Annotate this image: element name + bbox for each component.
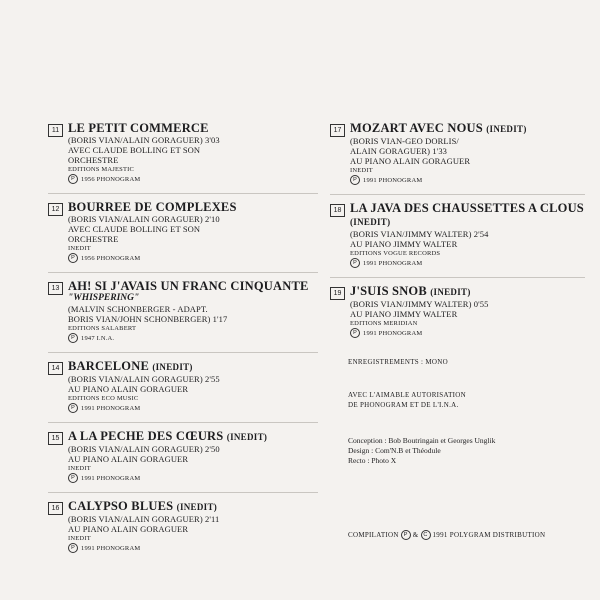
track-number-box: 16 <box>48 502 63 515</box>
track-phonogram <box>68 174 318 184</box>
compilation-prefix: COMPILATION <box>348 531 399 539</box>
compilation-line <box>348 530 545 540</box>
track-credit-line: (BORIS VIAN/ALAIN GORAGUER) 2'10 <box>68 214 220 224</box>
track-credit-line: AU PIANO JIMMY WALTER <box>350 309 458 319</box>
track-phonogram <box>68 543 318 553</box>
track-title <box>350 122 585 136</box>
track-credit-line: (MALVIN SCHONBERGER - ADAPT. <box>68 304 208 314</box>
track-credit-line: ORCHESTRE <box>68 155 119 165</box>
track-credit-line: (BORIS VIAN-GEO DORLIS/ <box>350 136 459 146</box>
track-entry <box>330 285 585 338</box>
phonogram-p-icon: P <box>350 175 360 185</box>
inedit-tag: (INEDIT) <box>350 217 391 227</box>
phonogram-p-icon: P <box>68 253 78 263</box>
phonogram-text: 1956 PHONOGRAM <box>81 254 141 262</box>
track-title <box>68 430 318 444</box>
track-title-text: LA JAVA DES CHAUSSETTES A CLOUS <box>350 201 584 215</box>
track-phonogram <box>350 175 585 185</box>
phonogram-p-icon: P <box>350 328 360 338</box>
track-title-text: A LA PECHE DES CŒURS <box>68 429 224 443</box>
track-title-text: CALYPSO BLUES <box>68 499 174 513</box>
inedit-tag: (INEDIT) <box>152 362 193 372</box>
track-credit-line: AU PIANO ALAIN GORAGUER <box>68 524 189 534</box>
recording-note: ENREGISTREMENTS : MONO <box>348 358 448 366</box>
track-phonogram <box>68 253 318 263</box>
copyright-icon: C <box>421 530 431 540</box>
track-number-box: 15 <box>48 432 63 445</box>
phonogram-p-icon: P <box>401 530 411 540</box>
track-number-box: 17 <box>330 124 345 137</box>
track-entry <box>330 122 585 185</box>
track-title <box>68 360 318 374</box>
track-title <box>68 201 318 214</box>
track-credit-line: (BORIS VIAN/ALAIN GORAGUER) 2'11 <box>68 514 220 524</box>
track-entry <box>48 500 318 553</box>
track-divider <box>330 277 585 278</box>
track-title <box>68 500 318 514</box>
track-editions: EDITIONS MAJESTIC <box>68 166 135 173</box>
compilation-amp: & <box>412 531 419 539</box>
track-credit-line: ORCHESTRE <box>68 234 119 244</box>
track-credit-line: (BORIS VIAN/ALAIN GORAGUER) 3'03 <box>68 135 220 145</box>
track-title-text: MOZART AVEC NOUS <box>350 121 483 135</box>
track-phonogram <box>68 403 318 413</box>
track-editions: INEDIT <box>350 167 373 174</box>
track-entry <box>48 430 318 483</box>
track-credit-line: (BORIS VIAN/JIMMY WALTER) 2'54 <box>350 229 489 239</box>
track-title <box>68 280 318 293</box>
track-editions: EDITIONS SALABERT <box>68 325 137 332</box>
track-entry <box>48 280 318 343</box>
track-entry <box>330 202 585 268</box>
inedit-tag: (INEDIT) <box>430 287 471 297</box>
track-entry <box>48 201 318 263</box>
phonogram-p-icon: P <box>68 473 78 483</box>
track-divider <box>48 492 318 493</box>
track-number-box: 14 <box>48 362 63 375</box>
track-credit-line: BORIS VIAN/JOHN SCHONBERGER) 1'17 <box>68 314 228 324</box>
track-editions: EDITIONS ECO MUSIC <box>68 395 139 402</box>
track-credit-line: AVEC CLAUDE BOLLING ET SON <box>68 224 201 234</box>
phonogram-p-icon: P <box>68 403 78 413</box>
track-title-text: LE PETIT COMMERCE <box>68 121 209 135</box>
phonogram-text: 1991 PHONOGRAM <box>81 474 141 482</box>
credit-recto: Recto : Photo X <box>348 456 397 465</box>
track-title-text: BOURREE DE COMPLEXES <box>68 200 237 214</box>
track-list-right <box>330 122 585 347</box>
phonogram-text: 1991 PHONOGRAM <box>363 259 423 267</box>
track-number-box: 12 <box>48 203 63 216</box>
track-entry <box>48 360 318 413</box>
track-divider <box>48 272 318 273</box>
phonogram-text: 1991 PHONOGRAM <box>363 329 423 337</box>
track-credit-line: ALAIN GORAGUER) 1'33 <box>350 146 448 156</box>
compilation-suffix: 1991 POLYGRAM DISTRIBUTION <box>432 531 546 539</box>
phonogram-text: 1956 PHONOGRAM <box>81 175 141 183</box>
track-credit-line: AU PIANO ALAIN GORAGUER <box>68 454 189 464</box>
inedit-tag: (INEDIT) <box>176 502 218 512</box>
phonogram-text: 1991 PHONOGRAM <box>81 544 141 552</box>
phonogram-p-icon: P <box>68 174 78 184</box>
phonogram-text: 1991 PHONOGRAM <box>363 176 423 184</box>
track-entry <box>48 122 318 184</box>
thanks-line-2: DE PHONOGRAM ET DE L'I.N.A. <box>348 401 459 409</box>
track-number-box: 19 <box>330 287 345 300</box>
track-title <box>350 285 585 299</box>
track-number-box: 18 <box>330 204 345 217</box>
inedit-tag: (INEDIT) <box>486 124 527 134</box>
track-list-left <box>48 122 318 562</box>
track-divider <box>48 422 318 423</box>
track-phonogram <box>68 333 318 343</box>
track-title <box>350 202 585 229</box>
track-number-box: 13 <box>48 282 63 295</box>
track-divider <box>48 193 318 194</box>
track-editions: INEDIT <box>68 245 91 252</box>
phonogram-text: 1947 I.N.A. <box>81 334 115 342</box>
thanks-line-1: AVEC L'AIMABLE AUTORISATION <box>348 391 466 399</box>
track-credit-line: AU PIANO ALAIN GORAGUER <box>68 384 189 394</box>
track-number-box: 11 <box>48 124 63 137</box>
track-phonogram <box>350 328 585 338</box>
track-editions: INEDIT <box>68 535 91 542</box>
track-title-text: AH! SI J'AVAIS UN FRANC CINQUANTE <box>68 279 309 293</box>
track-subtitle: "WHISPERING" <box>68 293 140 303</box>
track-title-text: BARCELONE <box>68 359 149 373</box>
credit-design: Design : Com'N.B et Théodule <box>348 446 441 455</box>
inedit-tag: (INEDIT) <box>226 432 268 442</box>
track-divider <box>330 194 585 195</box>
phonogram-p-icon: P <box>68 543 78 553</box>
track-editions: INEDIT <box>68 465 91 472</box>
phonogram-text: 1991 PHONOGRAM <box>81 404 141 412</box>
track-credit-line: AU PIANO JIMMY WALTER <box>350 239 458 249</box>
track-credit-line: (BORIS VIAN/ALAIN GORAGUER) 2'50 <box>68 444 220 454</box>
track-editions: EDITIONS VOGUE RECORDS <box>350 250 441 257</box>
track-divider <box>48 352 318 353</box>
track-title-text: J'SUIS SNOB <box>350 284 427 298</box>
track-title <box>68 122 318 135</box>
phonogram-p-icon: P <box>350 258 360 268</box>
track-phonogram <box>350 258 585 268</box>
track-credit-line: AVEC CLAUDE BOLLING ET SON <box>68 145 201 155</box>
track-credit-line: (BORIS VIAN/JIMMY WALTER) 0'55 <box>350 299 489 309</box>
track-phonogram <box>68 473 318 483</box>
track-credit-line: (BORIS VIAN/ALAIN GORAGUER) 2'55 <box>68 374 220 384</box>
phonogram-p-icon: P <box>68 333 78 343</box>
track-credit-line: AU PIANO ALAIN GORAGUER <box>350 156 471 166</box>
track-editions: EDITIONS MERIDIAN <box>350 320 418 327</box>
credit-conception: Conception : Bob Boutringain et Georges Unglik <box>348 436 496 445</box>
